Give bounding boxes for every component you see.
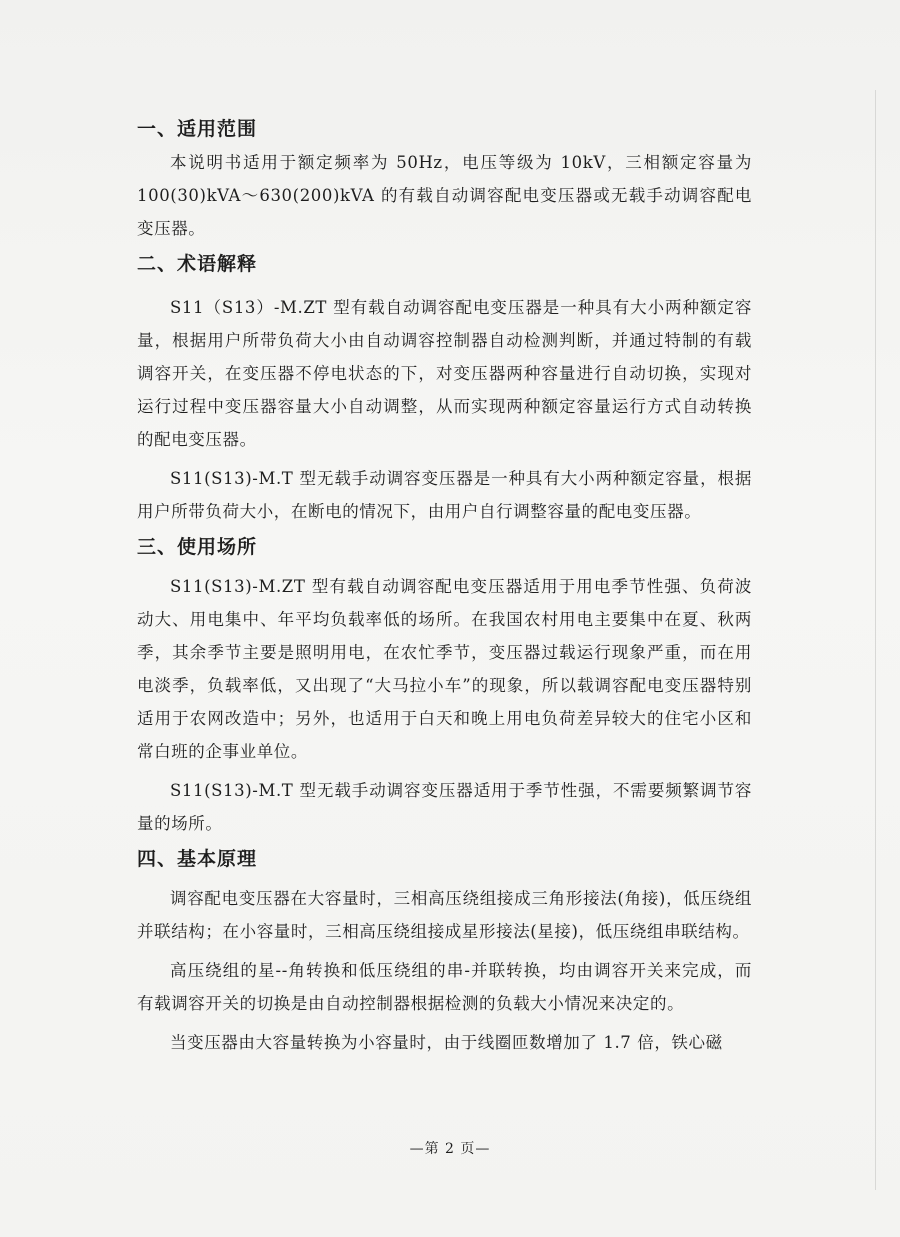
paragraph: 本说明书适用于额定频率为 50Hz，电压等级为 10kV，三相额定容量为100(30)kVA～630(200)kVA 的有载自动调容配电变压器或无载手动调容配电变压器。 <box>137 153 752 238</box>
paragraph: 调容配电变压器在大容量时，三相高压绕组接成三角形接法(角接)，低压绕组并联结构；在小容量时，三相高压绕组接成星形接法(星接)，低压绕组串联结构。 <box>137 889 752 941</box>
section-title-usage: 三、使用场所 <box>137 536 258 558</box>
section-title-principle: 四、基本原理 <box>137 848 258 870</box>
scan-edge <box>875 90 876 1190</box>
paragraph: 当变压器由大容量转换为小容量时，由于线圈匝数增加了 1.7 倍，铁心磁 <box>170 1033 723 1052</box>
page-number: —第 2 页— <box>409 1141 491 1157</box>
document-body <box>137 112 752 1059</box>
paragraph: S11(S13)-M.T 型无载手动调容变压器适用于季节性强，不需要频繁调节容量的场所。 <box>137 781 752 833</box>
section-title-scope: 一、适用范围 <box>137 118 258 140</box>
paragraph: 高压绕组的星--角转换和低压绕组的串-并联转换，均由调容开关来完成，而有载调容开关的切换是由自动控制器根据检测的负载大小情况来决定的。 <box>137 961 752 1013</box>
section-title-terms: 二、术语解释 <box>137 253 258 275</box>
paragraph: S11(S13)-M.T 型无载手动调容变压器是一种具有大小两种额定容量，根据用户所带负荷大小，在断电的情况下，由用户自行调整容量的配电变压器。 <box>137 469 752 521</box>
paragraph: S11（S13）-M.ZT 型有载自动调容配电变压器是一种具有大小两种额定容量，根据用户所带负荷大小由自动调容控制器自动检测判断，并通过特制的有载调容开关，在变压器不停电状态的下，对变压器两种容量进行自动切换，实现对运行过程中变压器容量大小自动调整，从而实现两种额定容量运行方式自动转换的配电变压器。 <box>137 298 752 449</box>
paragraph: S11(S13)-M.ZT 型有载自动调容配电变压器适用于用电季节性强、负荷波动大、用电集中、年平均负载率低的场所。在我国农村用电主要集中在夏、秋两季，其余季节主要是照明用电，在农忙季节，变压器过载运行现象严重，而在用电淡季，负载率低，又出现了“大马拉小车”的现象，所以载调容配电变压器特别适用于农网改造中；另外，也适用于白天和晚上用电负荷差异较大的住宅小区和常白班的企事业单位。 <box>137 577 752 761</box>
